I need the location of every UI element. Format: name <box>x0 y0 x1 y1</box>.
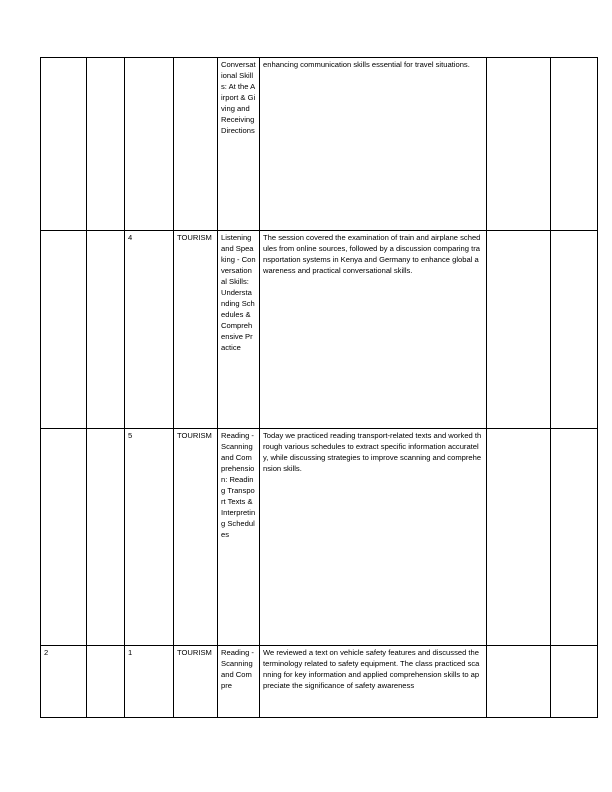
blank-cell <box>487 429 551 646</box>
notes-cell: We reviewed a text on vehicle safety features and discussed the terminology related to safety equipment. The class practiced scanning for key information and applied comprehension skills to appreciate the significance of safety awareness <box>260 646 487 718</box>
table-row <box>41 429 598 646</box>
blank-cell <box>551 58 598 231</box>
topic-cell: Reading - Scanning and Comprehension: Reading Transport Texts & Interpreting Schedules <box>218 429 260 646</box>
week-cell <box>41 231 87 429</box>
blank-cell <box>551 231 598 429</box>
blank-cell <box>87 646 125 718</box>
topic-cell: Conversational Skills: At the Airport & Giving and Receiving Directions <box>218 58 260 231</box>
blank-cell <box>87 58 125 231</box>
lesson-number-cell: 5 <box>125 429 174 646</box>
blank-cell <box>551 429 598 646</box>
subject-cell: TOURISM <box>174 429 218 646</box>
topic-cell: Reading - Scanning and Compre <box>218 646 260 718</box>
week-cell <box>41 58 87 231</box>
blank-cell <box>87 231 125 429</box>
subject-cell: TOURISM <box>174 646 218 718</box>
notes-cell: Today we practiced reading transport-related texts and worked through various schedules to extract specific information accurately, while discussing strategies to improve scanning and comprehension skills. <box>260 429 487 646</box>
topic-cell: Listening and Speaking - Conversational Skills: Understanding Schedules & Comprehensive Practice <box>218 231 260 429</box>
week-cell <box>41 429 87 646</box>
subject-cell: TOURISM <box>174 231 218 429</box>
subject-cell <box>174 58 218 231</box>
lesson-log-table <box>40 57 598 718</box>
notes-cell: enhancing communication skills essential for travel situations. <box>260 58 487 231</box>
table-row <box>41 58 598 231</box>
week-cell: 2 <box>41 646 87 718</box>
notes-cell: The session covered the examination of train and airplane schedules from online sources, followed by a discussion comparing transportation systems in Kenya and Germany to enhance global awareness and practical conversational skills. <box>260 231 487 429</box>
table-row <box>41 231 598 429</box>
lesson-number-cell <box>125 58 174 231</box>
blank-cell <box>487 646 551 718</box>
lesson-number-cell: 1 <box>125 646 174 718</box>
blank-cell <box>551 646 598 718</box>
blank-cell <box>87 429 125 646</box>
table-row <box>41 646 598 718</box>
blank-cell <box>487 58 551 231</box>
lesson-number-cell: 4 <box>125 231 174 429</box>
blank-cell <box>487 231 551 429</box>
